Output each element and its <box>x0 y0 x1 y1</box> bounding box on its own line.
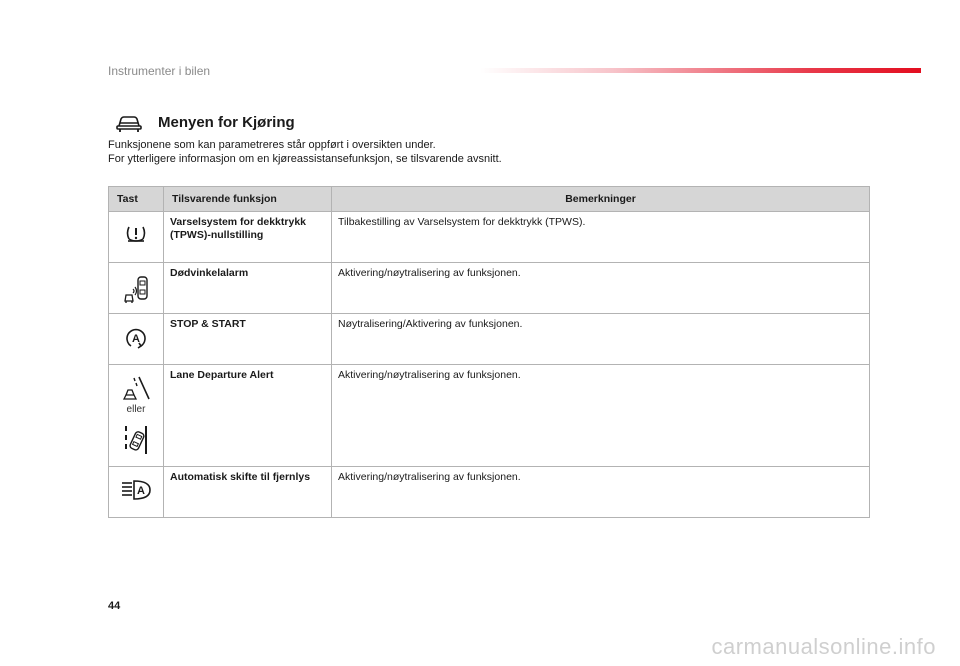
key-cell <box>109 365 164 467</box>
function-name: Varselsystem for dekktrykk (TPWS)-nullstilling <box>164 212 332 263</box>
key-cell <box>109 314 164 365</box>
lane-departure-alt-icon <box>122 424 150 456</box>
intro-line: Funksjonene som kan parametreres står oppført i oversikten under. <box>108 139 436 151</box>
table-row <box>109 467 870 518</box>
tire-pressure-warning-icon <box>124 224 148 246</box>
page-number: 44 <box>108 600 121 612</box>
table-row <box>109 365 870 467</box>
key-cell <box>109 467 164 518</box>
table-row <box>109 212 870 263</box>
function-notes: Aktivering/nøytralisering av funksjonen. <box>332 365 870 467</box>
watermark: carmanualsonline.info <box>711 634 936 659</box>
key-cell <box>109 263 164 314</box>
car-icon <box>114 111 144 133</box>
function-name: Automatisk skifte til fjernlys <box>164 467 332 518</box>
function-name: Lane Departure Alert <box>164 365 332 467</box>
auto-high-beam-icon <box>120 479 152 501</box>
function-notes: Nøytralisering/Aktivering av funksjonen. <box>332 314 870 365</box>
or-label: eller <box>126 404 146 415</box>
svg-text:A: A <box>132 333 140 345</box>
chapter-title: Instrumenter i bilen <box>108 64 211 78</box>
intro-line: For ytterligere informasjon om en kjøreassistansefunksjon, se tilsvarende avsnitt. <box>108 153 502 165</box>
table-row <box>109 263 870 314</box>
intro-text <box>108 138 502 166</box>
table-header-row <box>109 187 870 212</box>
key-cell <box>109 212 164 263</box>
function-name: STOP & START <box>164 314 332 365</box>
column-header-notes: Bemerkninger <box>332 187 870 212</box>
functions-table <box>108 186 870 518</box>
function-notes: Aktivering/nøytralisering av funksjonen. <box>332 467 870 518</box>
column-header-key: Tast <box>109 187 164 212</box>
stop-start-icon <box>124 326 148 350</box>
header-accent-bar <box>480 68 921 73</box>
lane-departure-icon <box>122 375 150 401</box>
section-heading <box>114 110 295 134</box>
section-title: Menyen for Kjøring <box>158 113 295 131</box>
svg-text:A: A <box>137 485 145 497</box>
function-notes: Aktivering/nøytralisering av funksjonen. <box>332 263 870 314</box>
table-row <box>109 314 870 365</box>
column-header-function: Tilsvarende funksjon <box>164 187 332 212</box>
function-notes: Tilbakestilling av Varselsystem for dekktrykk (TPWS). <box>332 212 870 263</box>
function-name: Dødvinkelalarm <box>164 263 332 314</box>
blind-spot-icon <box>122 275 150 305</box>
